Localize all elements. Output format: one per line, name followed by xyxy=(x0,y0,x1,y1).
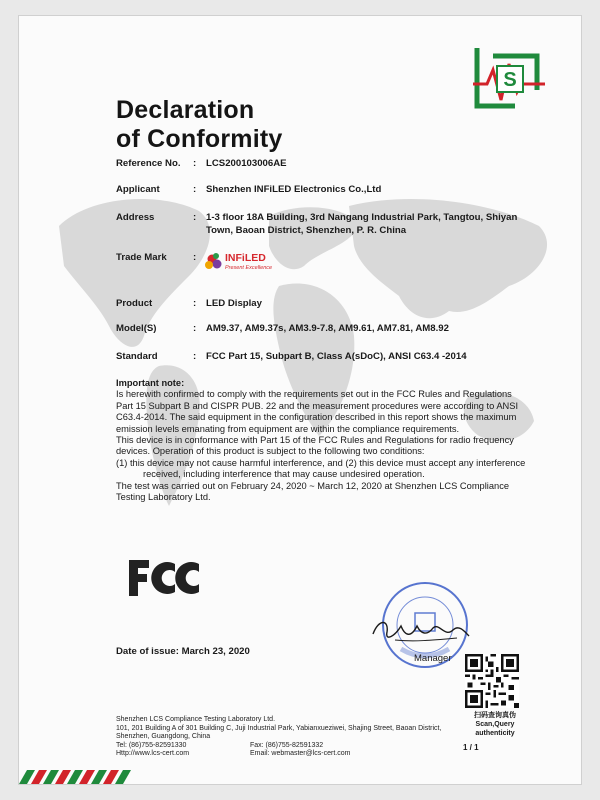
colon: : xyxy=(193,252,197,263)
colon: : xyxy=(193,351,197,362)
infiled-logo xyxy=(204,250,314,272)
address-value: 1-3 floor 18A Building, 3rd Nangang Industrial Park, Tangtou, Shiyan Town, Baoan District, Shenzhen, P. R. China xyxy=(206,212,518,236)
note-conditions: (1) this device may not cause harmful interference, and (2) this device must accept any interference received, including interference that may cause undesired operation. xyxy=(116,457,526,480)
fcc-logo xyxy=(127,558,201,598)
standard-value: FCC Part 15, Subpart B, Class A(sDoC), ANSI C63.4 -2014 xyxy=(206,351,467,362)
infiled-brand-text: INFiLED xyxy=(225,252,266,264)
important-note xyxy=(116,378,526,503)
issue-date: Date of issue: March 23, 2020 xyxy=(116,646,250,657)
product-label: Product xyxy=(116,298,153,309)
note-heading: Important note: xyxy=(116,378,185,388)
models-value: AM9.37, AM9.37s, AM3.9-7.8, AM9.61, AM7.81, AM8.92 xyxy=(206,323,449,334)
footer-address: 101, 201 Building A of 301 Building C, Juji Industrial Park, Yabianxueziwei, Shajing Street, Baoan District, Shenzhen, Guangdong, China xyxy=(116,724,442,741)
lcs-logo xyxy=(471,44,547,120)
footer-company: Shenzhen LCS Compliance Testing Laboratory Ltd. xyxy=(116,716,276,723)
colon: : xyxy=(193,158,197,169)
qr-code[interactable] xyxy=(465,654,519,708)
colon: : xyxy=(193,323,197,334)
reference-value: LCS200103006AE xyxy=(206,158,287,169)
models-label: Model(S) xyxy=(116,323,157,334)
colon: : xyxy=(193,184,197,195)
applicant-value: Shenzhen INFiLED Electronics Co.,Ltd xyxy=(206,184,382,195)
standard-label: Standard xyxy=(116,351,158,362)
footer-fax: Fax: (86)755-82591332 xyxy=(250,741,324,749)
footer-tel: Tel: (86)755-82591330 xyxy=(116,741,187,749)
infiled-tagline-text: Present Excellence xyxy=(225,265,273,271)
footer-website[interactable]: Http://www.lcs-cert.com xyxy=(116,750,190,758)
manager-label: Manager xyxy=(414,653,452,664)
trademark-label: Trade Mark xyxy=(116,252,167,263)
address-label: Address xyxy=(116,212,155,223)
applicant-label: Applicant xyxy=(116,184,160,195)
colon: : xyxy=(193,298,197,309)
decorative-stripes xyxy=(19,770,581,784)
note-paragraph: The test was carried out on February 24, 2020 ~ March 12, 2020 at Shenzhen LCS Compliance Testing Laboratory Ltd. xyxy=(116,480,510,503)
note-paragraph: This device is in conformance with Part 15 of the FCC Rules and Regulations for radio frequency devices. Operation of this product is subject to the following two conditions: xyxy=(116,435,514,457)
page-title: Declaration of Conformity xyxy=(116,96,283,153)
footer xyxy=(116,716,446,759)
svg-text:S: S xyxy=(503,69,517,91)
footer-email[interactable]: Email: webmaster@lcs-cert.com xyxy=(250,750,351,758)
colon: : xyxy=(193,212,197,223)
note-paragraph: Is herewith confirmed to comply with the requirements set out in the FCC Rules and Regulations Part 15 Subpart B and CISPR PUB. 22 and the measurement procedures were according to ANSI C63.4-2014. The said equipment in the configuration described in this report shows the maximum emission levels emanating from equipment are within the compliance requirements. xyxy=(116,389,519,434)
qr-caption: 扫码查询真伪 Scan,Query authenticity xyxy=(474,712,516,737)
reference-label: Reference No. xyxy=(116,158,181,169)
manager-signature xyxy=(365,612,475,646)
page-number: 1 / 1 xyxy=(463,743,479,752)
certificate-page xyxy=(18,15,582,785)
product-value: LED Display xyxy=(206,298,262,309)
